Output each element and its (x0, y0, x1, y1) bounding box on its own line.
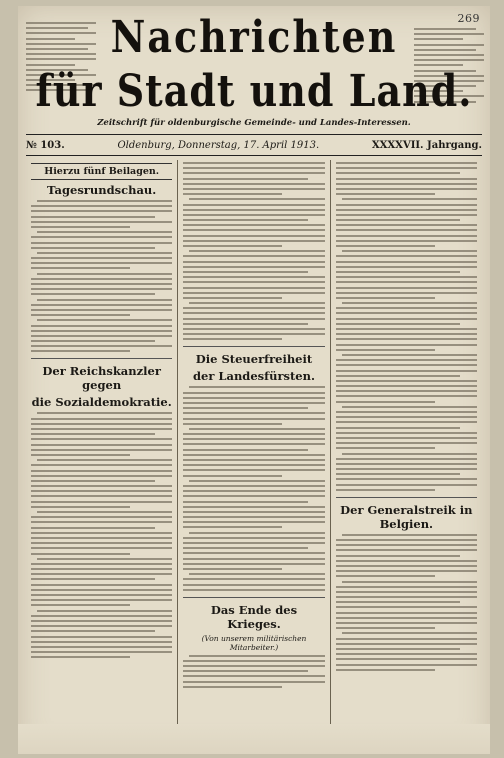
headline-end-of-war-byline: (Von unserem militärischen Mitarbeiter.) (201, 633, 307, 652)
article-body (183, 655, 324, 688)
issue-date: Oldenburg, Donnerstag, 17. April 1913. (117, 139, 320, 151)
issue-number: № 103. (26, 139, 65, 151)
masthead-subtitle-line: für Stadt und Land. (35, 64, 473, 117)
headline-chancellor-line2: die Sozialdemokratie. (31, 395, 172, 410)
page-number: 269 (457, 12, 480, 25)
supplements-note: Hierzu fünf Beilagen. (31, 163, 172, 180)
volume-year: XXXXVII. Jahrgang. (371, 139, 482, 151)
dateline (26, 134, 482, 156)
column-1 (26, 160, 177, 724)
article-body (336, 534, 477, 671)
headline-end-of-war: Das Ende des Krieges. (210, 602, 298, 631)
article-body (31, 200, 172, 352)
article-body (183, 162, 324, 340)
masthead-tagline: Zeitschrift für oldenburgische Gemeinde- und Landes-Interessen. (97, 118, 411, 128)
headline-general-strike: Der Generalstreik in Belgien. (340, 502, 473, 531)
article-body (183, 386, 324, 590)
article-columns (26, 160, 482, 724)
headline-chancellor: Der Reichskanzler gegen (42, 364, 161, 393)
column-3 (330, 160, 482, 724)
page-bottom-margin (18, 724, 490, 754)
newspaper-page (18, 6, 490, 754)
headline-daily-review: Tagesrundschau. (47, 183, 157, 197)
article-body (31, 412, 172, 658)
article-body (336, 162, 477, 491)
column-2 (177, 160, 329, 724)
headline-tax-exemption-line2: der Landesfürsten. (192, 369, 315, 384)
masthead-title: Nachrichten (110, 10, 398, 63)
headline-tax-exemption: Die Steuerfreiheit (195, 352, 313, 367)
